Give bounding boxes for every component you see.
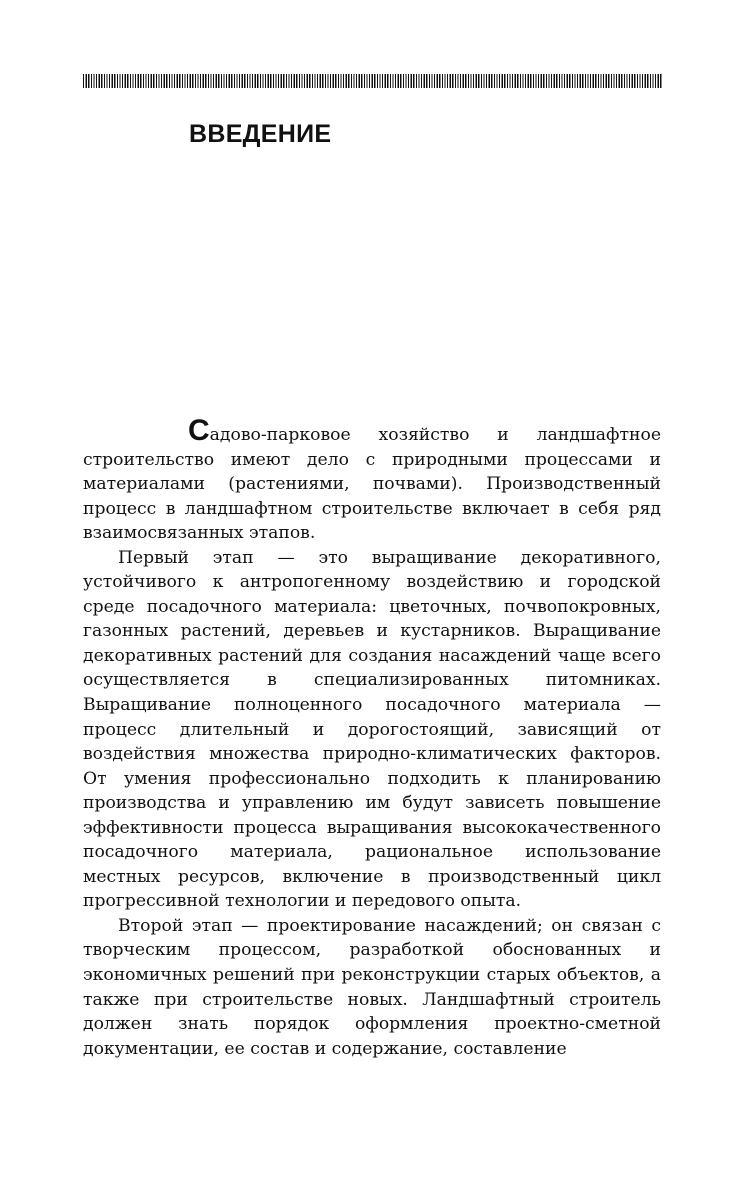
body-text	[83, 414, 661, 1061]
paragraph-second-stage	[83, 914, 661, 1061]
paragraph-first-stage	[83, 546, 661, 914]
paragraph-text: адово-парковое хозяйство и ландшафтное строительство имеют дело с природными процессами и материалами (растениями, почвами). Производственный процесс в ландшафтном строительстве включает в себя ряд взаимосвязанных этапов.	[83, 425, 661, 544]
drop-cap-initial: С	[188, 414, 210, 447]
chapter-title: ВВЕДЕНИЕ	[189, 120, 332, 148]
paragraph-text: Первый этап — это выращивание декоративного, устойчивого к антропогенному воздействию и городской среде посадочного материала: цветочных, почвопокровных, газонных растений, деревьев и кустарников. Выращивание декоративных растений для создания насаждений чаще всего осуществляется в специализированных питомниках. Выращивание полноценного посадочного материала — процесс длительный и дорогостоящий, зависящий от воздействия множества природно-климатических факторов. От умения профессионально подходить к планированию производства и управлению им будут зависеть повышение эффективности процесса выращивания высококачественного посадочного материала, рациональное использование местных ресурсов, включение в производственный цикл прогрессивной технологии и передового опыта.	[83, 547, 661, 912]
paragraph-intro	[83, 414, 661, 546]
paragraph-text: Второй этап — проектирование насаждений; он связан с творческим процессом, разработкой обоснованных и экономичных решений при реконструкции старых объектов, а также при строительстве новых. Ландшафтный строитель должен знать порядок оформления проектно-сметной документации, ее состав и содержание, составление	[83, 915, 661, 1059]
decorative-hatched-rule	[83, 74, 663, 88]
